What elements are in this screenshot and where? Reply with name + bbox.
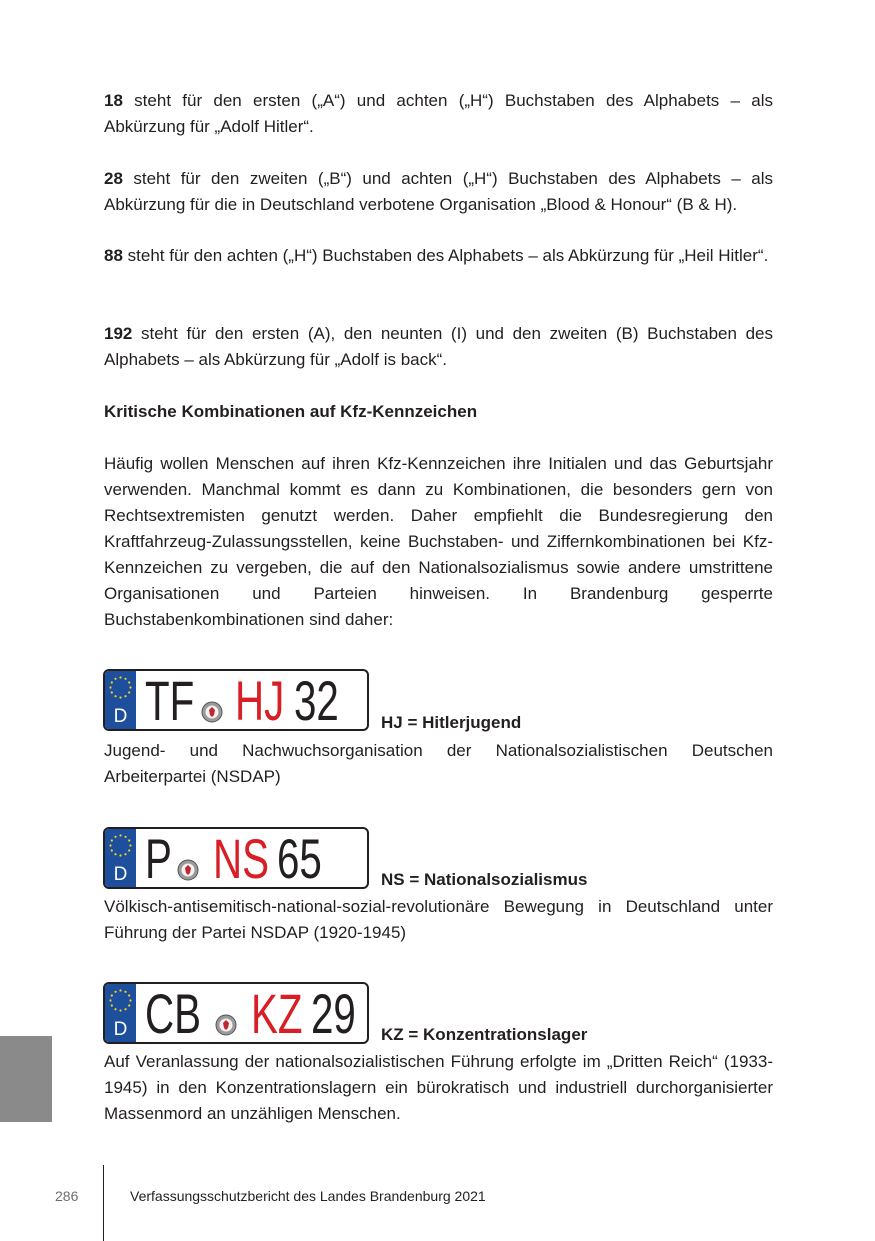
eu-band: [105, 984, 136, 1042]
plate-description: Auf Veranlassung der nationalsozialistischen Führung erfolgte im „Dritten Reich“ (1933-1945) in den Konzentrationslagern ein bürokratisch und industriell durchorganisierter Massenmord an unzähligen Menschen.: [104, 1052, 773, 1123]
plate-description: Jugend- und Nachwuchsorganisation der Nationalsozialistischen Deutschen Arbeiterpartei (NSDAP): [104, 741, 773, 786]
page-number: 286: [55, 1188, 79, 1204]
plate-district: P: [145, 827, 172, 889]
plate-term: NS = Nationalsozialismus: [381, 870, 588, 889]
paragraph-88: [104, 243, 773, 269]
plate-district: TF: [145, 669, 195, 731]
eu-band: [105, 671, 136, 729]
paragraph-18: [104, 88, 773, 140]
registration-seal-icon: [201, 701, 223, 723]
code-description: steht für den ersten („A“) und achten („H“) Buchstaben des Alphabets – als Abkürzung für „Adolf Hitler“.: [104, 91, 773, 136]
plate-term: HJ = Hitlerjugend: [381, 713, 522, 732]
plate-term: KZ = Konzentrationslager: [381, 1025, 588, 1044]
code-description: steht für den ersten (A), den neunten (I) und den zweiten (B) Buchstaben des Alphabets – als Abkürzung für „Adolf is back“.: [104, 324, 773, 369]
plate-number: 65: [277, 827, 322, 889]
chapter-tab: [0, 1036, 52, 1122]
section-heading: Kritische Kombinationen auf Kfz-Kennzeichen: [104, 402, 478, 421]
eu-stars-icon: [108, 988, 133, 1013]
paragraph-28: [104, 166, 773, 218]
code-number: 18: [104, 91, 123, 110]
eu-band: [105, 829, 136, 887]
plate-number: 32: [294, 669, 339, 731]
eu-stars-icon: [108, 675, 133, 700]
intro-paragraph: Häufig wollen Menschen auf ihren Kfz-Kennzeichen ihre Initialen und das Geburtsjahr verwenden. Manchmal kommt es dann zu Kombinationen, die besonders gern von Rechtsextremisten genutzt werden. Daher empfiehlt die Bundesregierung den Kraftfahrzeug-Zulassungsstellen, keine Buchstaben- und Ziffernkombinationen bei Kfz-Kennzeichen zu vergeben, die auf den Nationalsozialismus sowie andere umstrittene Organisationen und Parteien hinweisen. In Brandenburg gesperrte Buchstabenkombinationen sind daher:: [104, 454, 773, 629]
license-plate-hj: [103, 669, 369, 731]
footer-divider: [103, 1165, 104, 1241]
code-number: 28: [104, 169, 123, 188]
eu-stars-icon: [108, 833, 133, 858]
code-number: 88: [104, 246, 123, 265]
country-code: D: [113, 706, 128, 727]
paragraph-192: [104, 321, 773, 373]
registration-seal-icon: [215, 1014, 237, 1036]
code-description: steht für den achten („H“) Buchstaben des Alphabets – als Abkürzung für „Heil Hitler“.: [122, 246, 769, 265]
plate-number: 29: [311, 982, 356, 1044]
code-description: steht für den zweiten („B“) und achten („H“) Buchstaben des Alphabets – als Abkürzung für die in Deutschland verbotene Organisation „Blood & Honour“ (B & H).: [104, 169, 773, 214]
license-plate-ns: [103, 827, 369, 889]
code-number: 192: [104, 324, 133, 343]
country-code: D: [113, 1019, 128, 1040]
plate-description: Völkisch-antisemitisch-national-sozial-revolutionäre Bewegung in Deutschland unter Führung der Partei NSDAP (1920-1945): [104, 897, 773, 942]
plate-letters: KZ: [251, 982, 303, 1044]
plate-letters: NS: [213, 827, 270, 889]
footer-title: Verfassungsschutzbericht des Landes Brandenburg 2021: [130, 1188, 486, 1204]
registration-seal-icon: [177, 859, 199, 881]
plate-letters: HJ: [235, 669, 285, 731]
license-plate-kz: [103, 982, 369, 1044]
plate-district: CB: [145, 982, 202, 1044]
country-code: D: [113, 864, 128, 885]
